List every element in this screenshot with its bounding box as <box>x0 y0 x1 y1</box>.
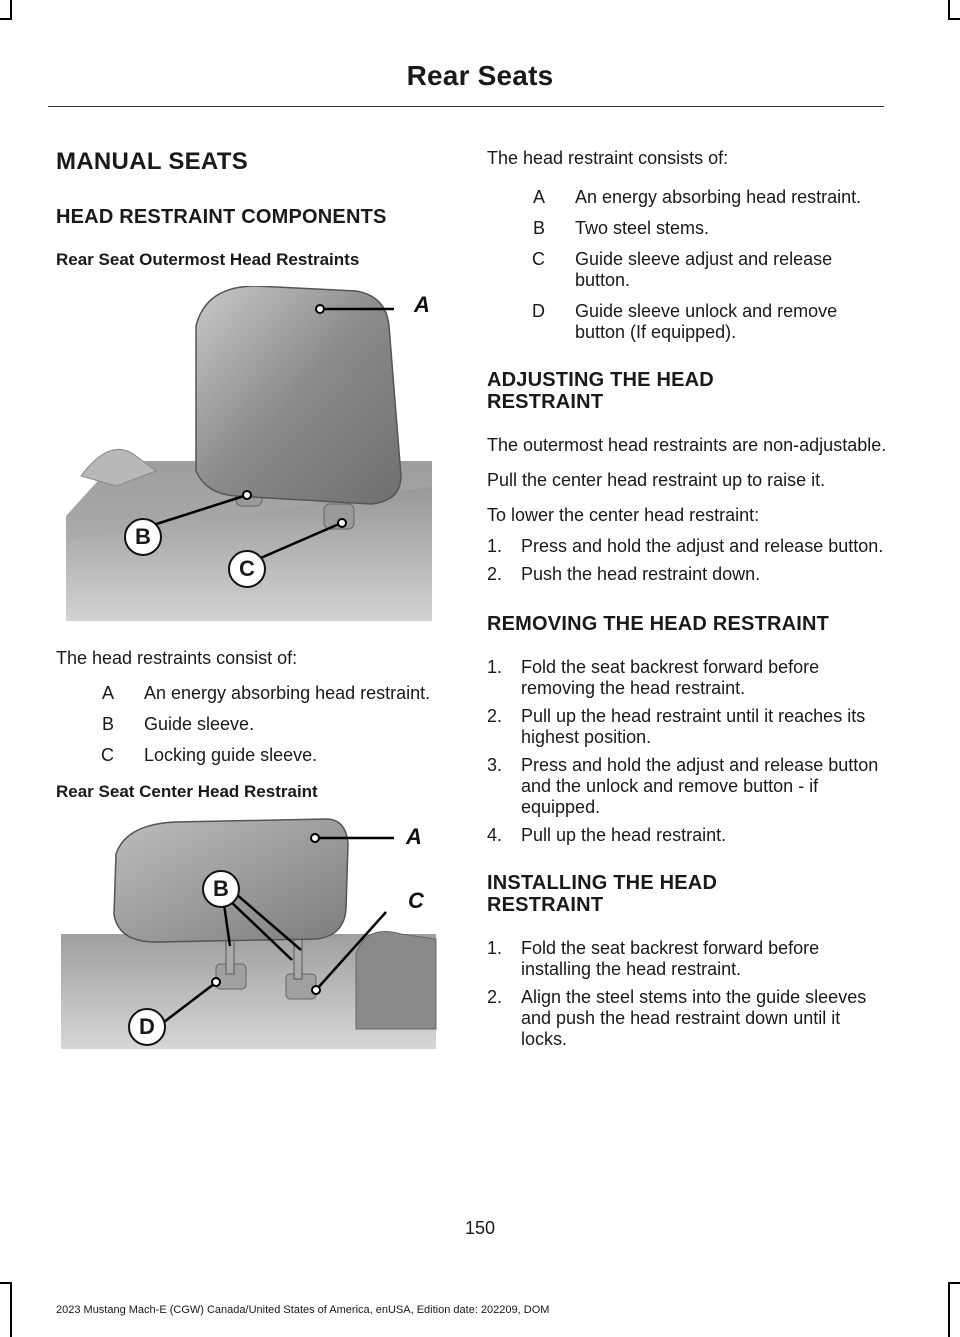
legend-text: Locking guide sleeve. <box>144 745 318 765</box>
legend-row <box>56 745 448 766</box>
crop-mark <box>10 0 12 20</box>
legend-row <box>56 683 448 704</box>
installing-title: INSTALLING THE HEAD RESTRAINT <box>487 872 718 916</box>
section-title: MANUAL SEATS <box>56 148 249 175</box>
crop-mark <box>948 1282 960 1284</box>
header-rule <box>48 106 884 107</box>
crop-mark <box>948 0 950 20</box>
list-item <box>487 825 887 846</box>
adjusting-steps <box>487 536 887 585</box>
figure2-heading: Rear Seat Center Head Restraint <box>56 782 318 801</box>
legend-text: An energy absorbing head restraint. <box>144 683 431 703</box>
legend-key: B <box>532 218 545 238</box>
step-text: Pull up the head restraint. <box>521 825 727 845</box>
figure1-legend <box>56 683 448 766</box>
legend-text: An energy absorbing head restraint. <box>575 187 862 207</box>
crop-mark <box>0 1282 12 1284</box>
legend-text: Two steel stems. <box>575 218 710 238</box>
crop-mark <box>10 1282 12 1337</box>
adjusting-p1: The outermost head restraints are non-adjustable. <box>487 435 887 455</box>
step-number: 1. <box>487 938 503 958</box>
list-item <box>487 536 887 557</box>
step-text: Pull up the head restraint until it reaches its highest position. <box>521 706 866 747</box>
step-text: Align the steel stems into the guide sleeves and push the head restraint down until it locks. <box>521 987 867 1049</box>
list-item <box>487 657 887 699</box>
footer-edition-text: 2023 Mustang Mach-E (CGW) Canada/United States of America, enUSA, Edition date: 202209, DOM <box>56 1304 550 1316</box>
callout-c: C <box>228 550 266 588</box>
legend-row <box>487 218 887 239</box>
figure1-intro: The head restraints consist of: <box>56 648 298 668</box>
legend-key: A <box>101 683 114 703</box>
legend-text: Guide sleeve unlock and remove button (If equipped). <box>575 301 838 342</box>
figure1-heading: Rear Seat Outermost Head Restraints <box>56 250 360 269</box>
callout-a: A <box>406 824 422 849</box>
list-item <box>487 755 887 818</box>
legend-row <box>487 187 887 208</box>
step-number: 2. <box>487 987 503 1007</box>
components-intro: The head restraint consists of: <box>487 148 729 168</box>
subsection-title: HEAD RESTRAINT COMPONENTS <box>56 206 387 228</box>
callout-c: C <box>408 888 424 913</box>
legend-row <box>487 301 887 343</box>
left-column <box>56 140 448 1054</box>
page-header-title: Rear Seats <box>406 60 554 91</box>
adjusting-p2: Pull the center head restraint up to raise it. <box>487 470 826 490</box>
legend-row <box>487 249 887 291</box>
crop-mark <box>0 18 12 20</box>
step-number: 1. <box>487 657 503 677</box>
installing-steps <box>487 938 887 1050</box>
legend-text: Guide sleeve. <box>144 714 255 734</box>
list-item <box>487 987 887 1050</box>
callout-a: A <box>414 292 430 317</box>
step-number: 2. <box>487 564 503 584</box>
right-column <box>487 140 887 1068</box>
page-number: 150 <box>464 1218 496 1238</box>
removing-steps <box>487 657 887 846</box>
legend-key: C <box>101 745 114 765</box>
step-number: 1. <box>487 536 503 556</box>
list-item <box>487 706 887 748</box>
legend-key: B <box>101 714 114 734</box>
crop-mark <box>948 18 960 20</box>
legend-row <box>56 714 448 735</box>
step-text: Press and hold the adjust and release button. <box>521 536 884 556</box>
step-text: Fold the seat backrest forward before removing the head restraint. <box>521 657 820 698</box>
components-legend <box>487 187 887 343</box>
step-number: 4. <box>487 825 503 845</box>
center-head-restraint-drawing <box>56 814 444 1054</box>
list-item <box>487 938 887 980</box>
callout-b: B <box>202 870 240 908</box>
step-number: 2. <box>487 706 503 726</box>
step-text: Fold the seat backrest forward before installing the head restraint. <box>521 938 820 979</box>
adjusting-p3: To lower the center head restraint: <box>487 505 760 525</box>
list-item <box>487 564 887 585</box>
adjusting-title: ADJUSTING THE HEAD RESTRAINT <box>487 369 714 413</box>
legend-key: A <box>532 187 545 207</box>
outermost-head-restraint-illustration <box>56 286 432 626</box>
crop-mark <box>948 1282 950 1337</box>
callout-d: D <box>128 1008 166 1046</box>
legend-key: D <box>532 301 545 321</box>
step-number: 3. <box>487 755 503 775</box>
legend-key: C <box>532 249 545 269</box>
step-text: Press and hold the adjust and release button and the unlock and remove button - if equipped. <box>521 755 879 817</box>
callout-b: B <box>124 518 162 556</box>
removing-title: REMOVING THE HEAD RESTRAINT <box>487 613 830 635</box>
center-head-restraint-illustration <box>56 814 444 1054</box>
legend-text: Guide sleeve adjust and release button. <box>575 249 833 290</box>
step-text: Push the head restraint down. <box>521 564 761 584</box>
